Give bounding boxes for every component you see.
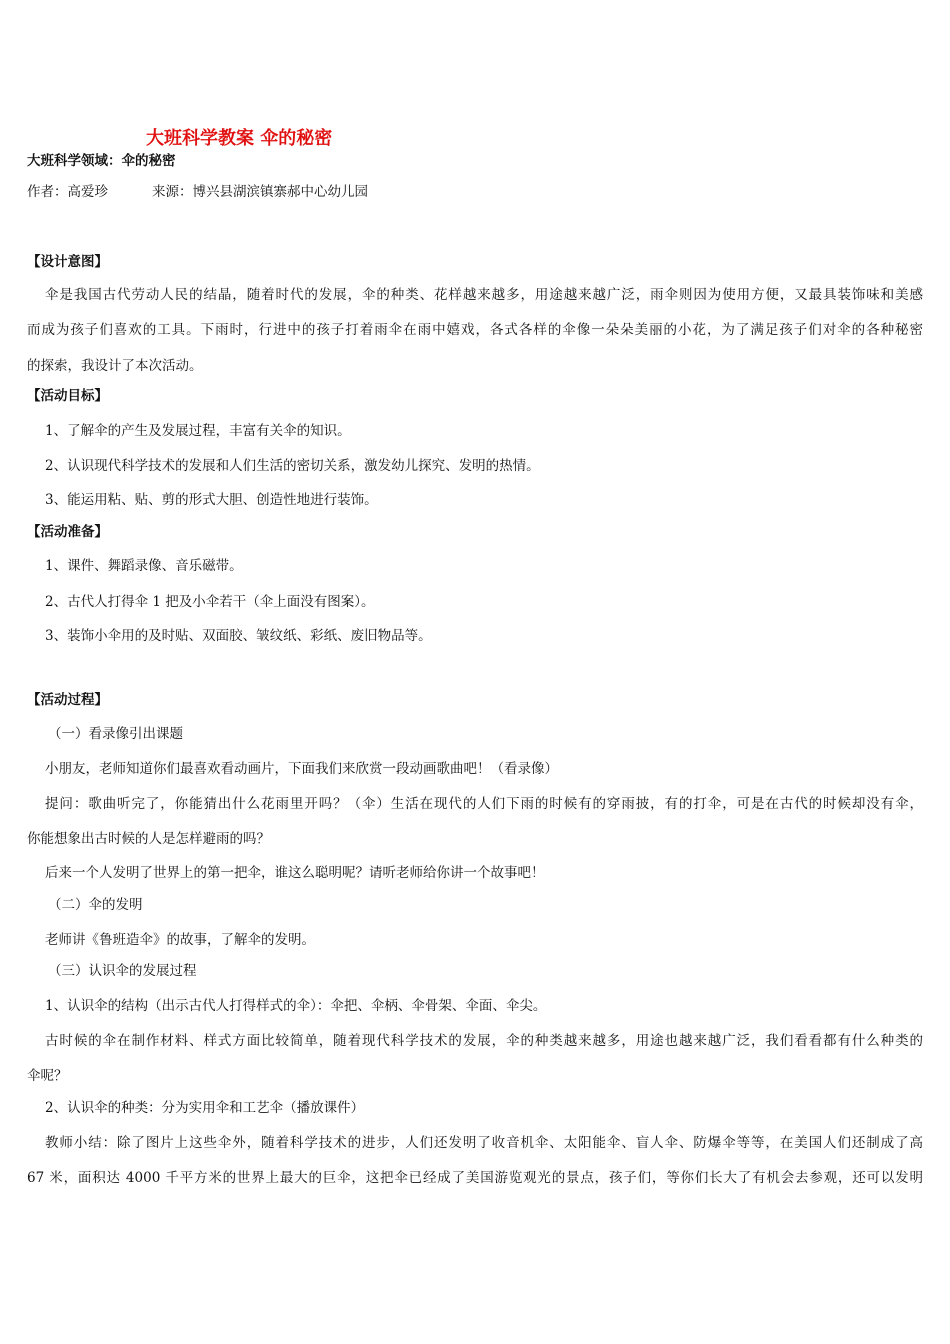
preparation-item-3: 3、装饰小伞用的及时贴、双面胶、皱纹纸、彩纸、废旧物品等。 bbox=[45, 628, 432, 644]
design-intent-line-2: 而成为孩子们喜欢的工具。下雨时，行进中的孩子打着雨伞在雨中嬉戏，各式各样的伞像一朵朵美丽的小花，为了满足孩子们对伞的各种秘密 bbox=[27, 322, 923, 338]
goal-item-1: 1、了解伞的产生及发展过程，丰富有关伞的知识。 bbox=[45, 423, 351, 439]
process-step3-paragraph-2-line-2: 伞呢？ bbox=[27, 1068, 68, 1084]
process-step3-title: （三）认识伞的发展过程 bbox=[48, 963, 197, 979]
process-step2-paragraph-1: 老师讲《鲁班造伞》的故事，了解伞的发明。 bbox=[45, 932, 315, 948]
document-subtitle: 大班科学领域：伞的秘密 bbox=[27, 153, 176, 169]
design-intent-heading: 【设计意图】 bbox=[27, 254, 108, 270]
process-step3-paragraph-2-line-1: 古时候的伞在制作材料、样式方面比较简单，随着现代科学技术的发展，伞的种类越来越多，用途也越来越广泛，我们看看都有什么种类的 bbox=[45, 1033, 923, 1049]
design-intent-line-1: 伞是我国古代劳动人民的结晶，随着时代的发展，伞的种类、花样越来越多，用途越来越广泛，雨伞则因为使用方便，又最具装饰味和美感 bbox=[45, 287, 923, 303]
author: 作者：高爱珍 bbox=[27, 184, 108, 200]
author-source-line bbox=[27, 182, 923, 202]
goal-item-2: 2、认识现代科学技术的发展和人们生活的密切关系，激发幼儿探究、发明的热情。 bbox=[45, 458, 540, 474]
preparation-item-2: 2、古代人打得伞 1 把及小伞若干（伞上面没有图案）。 bbox=[45, 594, 375, 610]
source: 来源：博兴县湖滨镇寨郝中心幼儿园 bbox=[152, 184, 368, 200]
goals-heading: 【活动目标】 bbox=[27, 388, 108, 404]
process-step1-paragraph-3: 后来一个人发明了世界上的第一把伞，谁这么聪明呢？请听老师给你讲一个故事吧！ bbox=[45, 865, 545, 881]
process-step1-paragraph-2-line-2: 你能想象出古时候的人是怎样避雨的吗？ bbox=[27, 831, 270, 847]
process-step3-paragraph-1: 1、认识伞的结构（出示古代人打得样式的伞）：伞把、伞柄、伞骨架、伞面、伞尖。 bbox=[45, 998, 547, 1014]
process-step2-title: （二）伞的发明 bbox=[48, 897, 143, 913]
process-step1-title: （一）看录像引出课题 bbox=[48, 726, 183, 742]
process-step3-paragraph-3: 2、认识伞的种类：分为实用伞和工艺伞（播放课件） bbox=[45, 1100, 365, 1116]
preparation-item-1: 1、课件、舞蹈录像、音乐磁带。 bbox=[45, 558, 243, 574]
preparation-heading: 【活动准备】 bbox=[27, 524, 108, 540]
process-step1-paragraph-2-line-1: 提问：歌曲听完了，你能猜出什么花雨里开吗？（伞）生活在现代的人们下雨的时候有的穿雨披，有的打伞，可是在古代的时候却没有伞， bbox=[45, 796, 923, 812]
document-title: 大班科学教案 伞的秘密 bbox=[146, 128, 333, 149]
process-step1-paragraph-1: 小朋友，老师知道你们最喜欢看动画片，下面我们来欣赏一段动画歌曲吧！（看录像） bbox=[45, 761, 558, 777]
process-step3-paragraph-4-line-2: 67 米，面积达 4000 千平方米的世界上最大的巨伞，这把伞已经成了美国游览观光的景点，孩子们，等你们长大了有机会去参观，还可以发明 bbox=[27, 1170, 923, 1186]
process-step3-paragraph-4-line-1: 教师小结：除了图片上这些伞外，随着科学技术的进步，人们还发明了收音机伞、太阳能伞、盲人伞、防爆伞等等，在美国人们还制成了高 bbox=[45, 1135, 923, 1151]
design-intent-line-3: 的探索，我设计了本次活动。 bbox=[27, 358, 203, 374]
process-heading: 【活动过程】 bbox=[27, 692, 108, 708]
goal-item-3: 3、能运用粘、贴、剪的形式大胆、创造性地进行装饰。 bbox=[45, 492, 378, 508]
